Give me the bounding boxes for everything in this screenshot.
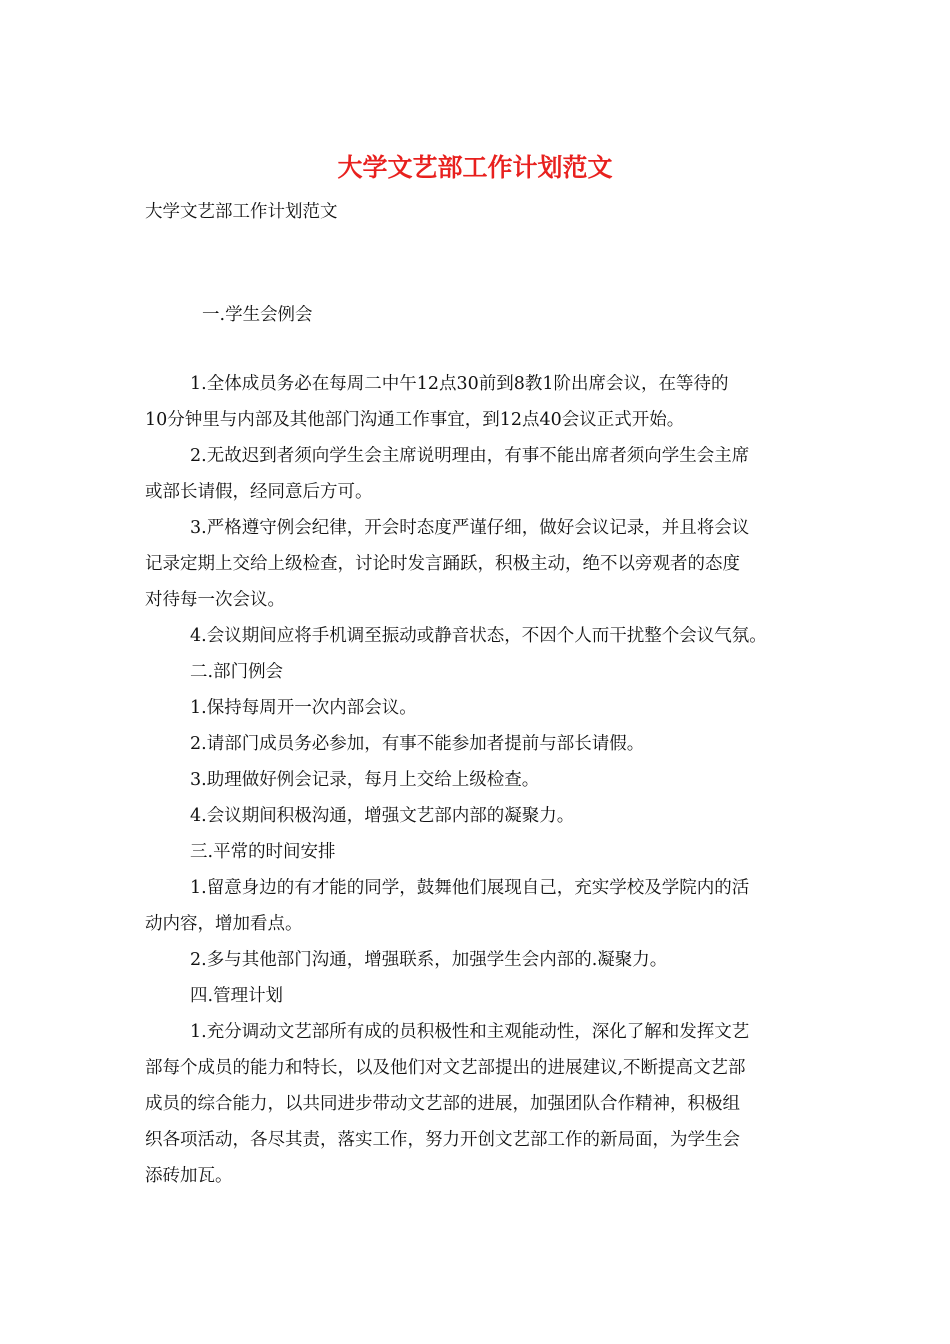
paragraph-line: 或部长请假，经同意后方可。 — [145, 482, 373, 502]
paragraph-line: 2.请部门成员务必参加，有事不能参加者提前与部长请假。 — [190, 734, 645, 754]
paragraph-line: 记录定期上交给上级检查，讨论时发言踊跃，积极主动，绝不以旁观者的态度 — [145, 554, 740, 574]
paragraph-line: 3.严格遵守例会纪律，开会时态度严谨仔细，做好会议记录，并且将会议 — [190, 518, 750, 538]
paragraph-line: 3.助理做好例会记录，每月上交给上级检查。 — [190, 770, 540, 790]
paragraph-line: 1.保持每周开一次内部会议。 — [190, 698, 417, 718]
paragraph-line: 1.全体成员务必在每周二中午12点30前到8教1阶出席会议，在等待的 — [190, 374, 729, 394]
paragraph-line: 成员的综合能力，以共同进步带动文艺部的进展，加强团队合作精神，积极组 — [145, 1094, 740, 1114]
paragraph-line: 部每个成员的能力和特长，以及他们对文艺部提出的进展建议,不断提高文艺部 — [145, 1058, 746, 1078]
paragraph-line: 对待每一次会议。 — [145, 590, 285, 610]
paragraph-line: 2.多与其他部门沟通，增强联系，加强学生会内部的.凝聚力。 — [190, 950, 668, 970]
paragraph-line: 2.无故迟到者须向学生会主席说明理由，有事不能出席者须向学生会主席 — [190, 446, 750, 466]
paragraph-line: 1.充分调动文艺部所有成的员积极性和主观能动性，深化了解和发挥文艺 — [190, 1022, 750, 1042]
paragraph-line: 10分钟里与内部及其他部门沟通工作事宜，到12点40会议正式开始。 — [145, 410, 685, 430]
paragraph-line: 织各项活动，各尽其责，落实工作，努力开创文艺部工作的新局面，为学生会 — [145, 1130, 740, 1150]
document-title: 大学文艺部工作计划范文 — [337, 153, 613, 182]
document-subtitle: 大学文艺部工作计划范文 — [145, 202, 338, 222]
section-heading-4: 四.管理计划 — [190, 986, 284, 1006]
paragraph-line: 动内容，增加看点。 — [145, 914, 303, 934]
paragraph-line: 添砖加瓦。 — [145, 1166, 233, 1186]
section-heading-1: 一.学生会例会 — [202, 305, 313, 325]
section-heading-3: 三.平常的时间安排 — [190, 842, 336, 862]
paragraph-line: 4.会议期间应将手机调至振动或静音状态，不因个人而干扰整个会议气氛。 — [190, 626, 767, 646]
section-heading-2: 二.部门例会 — [190, 662, 284, 682]
paragraph-line: 4.会议期间积极沟通，增强文艺部内部的凝聚力。 — [190, 806, 575, 826]
paragraph-line: 1.留意身边的有才能的同学，鼓舞他们展现自己，充实学校及学院内的活 — [190, 878, 750, 898]
